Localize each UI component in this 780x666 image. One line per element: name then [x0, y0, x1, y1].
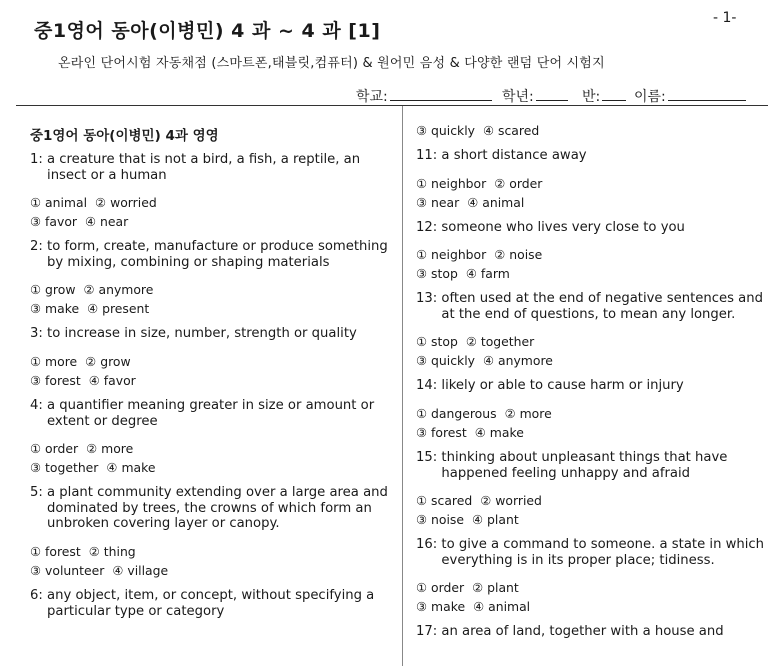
option: ① grow — [30, 282, 76, 298]
option: ④ village — [112, 562, 169, 578]
school-blank — [390, 86, 492, 101]
option: ② more — [86, 441, 134, 457]
question — [416, 450, 766, 481]
question — [416, 220, 766, 236]
option: ④ anymore — [482, 353, 553, 369]
option-row — [30, 439, 388, 458]
question — [416, 378, 766, 394]
header-divider — [16, 105, 768, 106]
option-row — [30, 193, 388, 212]
option-row — [416, 404, 766, 423]
question-number: 6: — [30, 587, 48, 603]
option: ② thing — [88, 543, 136, 559]
option-row — [416, 597, 766, 616]
option-row — [30, 458, 388, 477]
question — [416, 148, 766, 164]
grade-field — [502, 86, 568, 106]
option: ② worried — [95, 195, 157, 211]
option-row — [416, 264, 766, 283]
question — [416, 291, 766, 322]
option-row — [416, 491, 766, 510]
option-row — [416, 174, 766, 193]
left-column — [30, 124, 388, 629]
option: ① order — [30, 441, 79, 457]
question-number: 14: — [416, 378, 442, 394]
option: ③ stop — [416, 266, 458, 282]
option: ② plant — [472, 580, 519, 596]
option-row — [30, 280, 388, 299]
answer-options — [30, 280, 388, 318]
grade-label: 학년: — [502, 89, 534, 105]
option: ① neighbor — [416, 175, 487, 191]
answer-options — [416, 404, 766, 442]
question-number: 13: — [416, 291, 442, 307]
question-number: 2: — [30, 239, 48, 255]
option: ② order — [494, 175, 543, 191]
option-row — [416, 245, 766, 264]
question-text: often used at the end of negative sentences and at the end of questions, to mean any longer. — [441, 291, 763, 322]
class-blank — [602, 86, 626, 101]
option-row — [30, 352, 388, 371]
question — [30, 152, 388, 183]
option: ① more — [30, 353, 78, 369]
question-text: someone who lives very close to you — [441, 219, 685, 235]
option: ③ quickly — [416, 353, 475, 369]
question-number: 17: — [416, 624, 442, 640]
answer-options — [30, 439, 388, 477]
option: ④ near — [85, 214, 129, 230]
question-text: to increase in size, number, strength or quality — [47, 326, 357, 342]
question-text: thinking about unpleasant things that have happened feeling unhappy and afraid — [441, 449, 728, 481]
worksheet-title: 중1영어 동아(이병민) 4 과 ~ 4 과 [1] — [34, 20, 381, 42]
option-row — [416, 351, 766, 370]
question — [30, 588, 388, 619]
option-row — [416, 332, 766, 351]
question-number: 4: — [30, 397, 48, 413]
question-text: any object, item, or concept, without specifying a particular type or category — [47, 587, 375, 619]
option-row — [416, 510, 766, 529]
option: ③ noise — [416, 512, 465, 528]
option: ③ forest — [416, 424, 467, 440]
question — [30, 485, 388, 532]
right-column — [416, 121, 766, 650]
option: ③ volunteer — [30, 562, 105, 578]
option-row — [30, 561, 388, 580]
column-divider — [402, 106, 403, 666]
question-number: 11: — [416, 148, 442, 163]
option-row — [30, 542, 388, 561]
name-label: 이름: — [634, 89, 666, 105]
school-label: 학교: — [356, 89, 388, 105]
option: ④ animal — [467, 194, 525, 210]
option: ③ make — [30, 301, 80, 317]
question-text: to form, create, manufacture or produce something by mixing, combining or shaping materials — [47, 239, 388, 270]
question — [416, 537, 766, 568]
question-text: a short distance away — [441, 148, 587, 163]
option: ③ forest — [30, 372, 81, 388]
question-text: a plant community extending over a large area and dominated by trees, the crowns of which form an unbroken covering layer or canopy. — [47, 485, 388, 532]
question-number: 1: — [30, 152, 48, 167]
option: ① stop — [416, 334, 458, 350]
question-text: likely or able to cause harm or injury — [441, 378, 684, 394]
option: ③ make — [416, 599, 466, 615]
page-number: - 1- — [713, 10, 737, 26]
option: ① neighbor — [416, 247, 487, 263]
question-text: to give a command to someone. a state in which everything is in its proper place; tidiness. — [441, 537, 765, 568]
answer-options — [30, 542, 388, 580]
option: ③ together — [30, 460, 99, 476]
option-row — [416, 423, 766, 442]
answer-options — [416, 174, 766, 212]
option: ④ make — [106, 460, 156, 476]
option: ④ make — [474, 424, 524, 440]
option: ② noise — [494, 247, 543, 263]
option: ① dangerous — [416, 405, 497, 421]
question-text: a creature that is not a bird, a fish, a reptile, an insect or a human — [47, 152, 361, 183]
answer-options — [416, 332, 766, 370]
name-field — [634, 86, 746, 106]
option-row — [30, 371, 388, 390]
question — [416, 624, 766, 640]
question-number: 15: — [416, 449, 442, 465]
option: ④ scared — [482, 123, 540, 138]
answer-options — [416, 578, 766, 616]
grade-blank — [536, 86, 568, 101]
question-number: 16: — [416, 537, 442, 553]
answer-options — [30, 352, 388, 390]
question — [30, 239, 388, 270]
option: ④ farm — [465, 266, 510, 282]
option: ③ favor — [30, 214, 78, 230]
school-field — [356, 86, 492, 106]
answer-options — [416, 245, 766, 283]
option: ② together — [465, 334, 535, 350]
option: ③ near — [416, 194, 460, 210]
option: ③ quickly — [416, 123, 475, 138]
name-blank — [668, 86, 746, 101]
option: ① forest — [30, 543, 81, 559]
carry-over-options — [416, 121, 766, 140]
question-number: 5: — [30, 485, 48, 501]
option: ① scared — [416, 493, 473, 509]
question-text: an area of land, together with a house and — [441, 624, 724, 640]
option: ② grow — [85, 353, 131, 369]
option-row — [30, 212, 388, 231]
answer-options — [416, 491, 766, 529]
option-row — [30, 299, 388, 318]
question-number: 3: — [30, 326, 48, 342]
option-row — [416, 121, 766, 140]
question-text: a quantifier meaning greater in size or amount or extent or degree — [47, 397, 375, 429]
answer-options — [30, 193, 388, 231]
option: ④ plant — [472, 512, 519, 528]
worksheet-subtitle: 온라인 단어시험 자동채점 (스마트폰,태블릿,컴퓨터) & 원어민 음성 & 다양한 랜덤 단어 시험지 — [58, 56, 605, 71]
question — [30, 326, 388, 342]
option: ④ present — [87, 301, 150, 317]
option-row — [416, 193, 766, 212]
option: ① order — [416, 580, 465, 596]
option: ② worried — [480, 493, 542, 509]
class-label: 반: — [582, 89, 601, 105]
option-row — [416, 578, 766, 597]
option: ② more — [504, 405, 552, 421]
question-number: 12: — [416, 219, 442, 235]
option: ④ favor — [88, 372, 136, 388]
section-title: 중1영어 동아(이병민) 4과 영영 — [30, 128, 219, 144]
option: ② anymore — [83, 282, 154, 298]
option: ④ animal — [473, 599, 531, 615]
class-field — [582, 86, 626, 106]
option: ① animal — [30, 195, 88, 211]
question — [30, 398, 388, 429]
